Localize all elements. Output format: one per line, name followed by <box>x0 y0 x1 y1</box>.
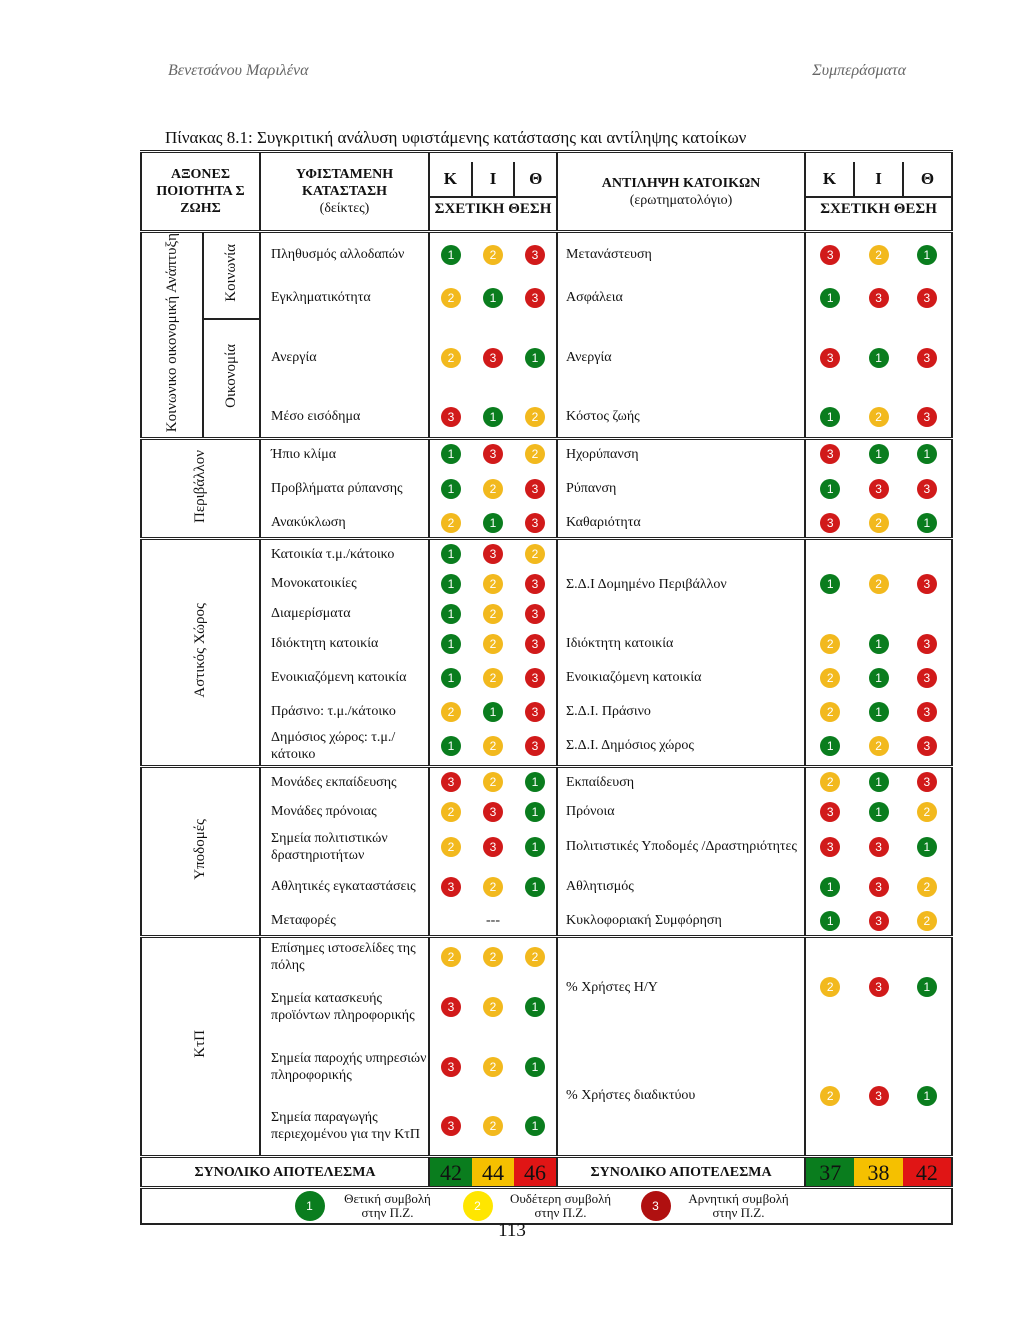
perception-cell: Σ.Δ.Ι Δομημένο Περιβάλλον <box>557 539 805 629</box>
rating-dot: 2 <box>441 288 461 308</box>
rating-dot: 1 <box>820 877 840 897</box>
rating-dot: 1 <box>820 288 840 308</box>
perception-cell: % Χρήστες διαδικτύου <box>557 1037 805 1157</box>
rating-dot: 3 <box>869 877 889 897</box>
rating-dot: 1 <box>820 574 840 594</box>
total-positive: 42 <box>430 1158 472 1186</box>
rating-dot: 3 <box>525 479 545 499</box>
current-kit-cell <box>429 767 557 797</box>
rating-dot: 2 <box>483 479 503 499</box>
perception-kit-cell <box>805 509 952 539</box>
indicator-cell: Επίσημες ιστοσελίδες της πόλης <box>260 937 429 977</box>
perception-kit-cell <box>805 232 952 277</box>
rating-dot: 2 <box>917 802 937 822</box>
rating-dot: 1 <box>869 634 889 654</box>
rating-dot: 3 <box>483 837 503 857</box>
rating-dot: 1 <box>483 513 503 533</box>
rating-dot: 1 <box>441 574 461 594</box>
rating-dot: 3 <box>441 1116 461 1136</box>
rating-dot: 1 <box>483 407 503 427</box>
rating-dot: 2 <box>483 604 503 624</box>
group-urban: Αστικός Χώρος <box>141 539 260 767</box>
perception-cell: Ανεργία <box>557 319 805 397</box>
rating-dot: 1 <box>483 288 503 308</box>
rating-dot: 3 <box>917 668 937 688</box>
rating-dot: 2 <box>869 736 889 756</box>
rating-dot: 3 <box>869 837 889 857</box>
perception-kit-cell <box>805 397 952 439</box>
current-kit-cell <box>429 569 557 599</box>
rating-dot: 2 <box>820 977 840 997</box>
rating-dot: 3 <box>917 736 937 756</box>
comparison-table <box>140 150 953 1225</box>
perception-cell: Εκπαίδευση <box>557 767 805 797</box>
current-kit-cell <box>429 827 557 867</box>
perception-kit-cell <box>805 439 952 469</box>
rating-dot: 1 <box>869 802 889 822</box>
perception-kit-cell <box>805 797 952 827</box>
rating-dot: 2 <box>483 668 503 688</box>
perception-kit-cell <box>805 727 952 767</box>
legend-positive-dot: 1 <box>295 1191 325 1221</box>
total-negative: 42 <box>903 1158 951 1186</box>
total-neutral: 44 <box>472 1158 514 1186</box>
rating-dot: 1 <box>441 444 461 464</box>
rating-dot: 2 <box>869 574 889 594</box>
kit-header-perception: Κ Ι Θ ΣΧΕΤΙΚΗ ΘΕΣΗ <box>805 152 952 232</box>
rating-dot: 3 <box>917 634 937 654</box>
rating-dot: 2 <box>483 947 503 967</box>
total-label-current: ΣΥΝΟΛΙΚΟ ΑΠΟΤΕΛΕΣΜΑ <box>141 1157 429 1188</box>
current-kit-cell <box>429 977 557 1037</box>
indicator-cell: Μονάδες εκπαίδευσης <box>260 767 429 797</box>
rating-dot: 1 <box>917 1086 937 1106</box>
current-kit-cell <box>429 697 557 727</box>
indicator-cell: Ήπιο κλίμα <box>260 439 429 469</box>
rating-dot: 2 <box>525 407 545 427</box>
perception-cell: Ηχορύπανση <box>557 439 805 469</box>
total-positive: 37 <box>806 1158 854 1186</box>
indicator-cell: Δημόσιος χώρος: τ.μ./κάτοικο <box>260 727 429 767</box>
perception-cell: Σ.Δ.Ι. Πράσινο <box>557 697 805 727</box>
legend <box>141 1188 952 1225</box>
rating-dot: 2 <box>483 574 503 594</box>
indicator-cell: Πράσινο: τ.μ./κάτοικο <box>260 697 429 727</box>
rating-dot: 1 <box>441 668 461 688</box>
rating-dot: 1 <box>441 634 461 654</box>
rating-dot: 2 <box>525 544 545 564</box>
rating-dot: 3 <box>525 634 545 654</box>
rating-dot: 1 <box>441 544 461 564</box>
current-kit-cell <box>429 439 557 469</box>
rating-dot: 2 <box>820 702 840 722</box>
rating-dot: 2 <box>483 1116 503 1136</box>
rating-dot: 1 <box>869 668 889 688</box>
rating-dot: 2 <box>483 877 503 897</box>
indicator-cell: Μεταφορές <box>260 907 429 937</box>
rating-dot: 3 <box>483 544 503 564</box>
indicator-cell: Αθλητικές εγκαταστάσεις <box>260 867 429 907</box>
kit-header-current: Κ Ι Θ ΣΧΕΤΙΚΗ ΘΕΣΗ <box>429 152 557 232</box>
rating-dot: 2 <box>483 1057 503 1077</box>
current-kit-cell <box>429 727 557 767</box>
total-label-perception: ΣΥΝΟΛΙΚΟ ΑΠΟΤΕΛΕΣΜΑ <box>557 1157 805 1188</box>
rating-dot: 1 <box>441 736 461 756</box>
perception-kit-cell <box>805 907 952 937</box>
current-kit-cell: --- <box>429 907 557 937</box>
perception-cell: Ενοικιαζόμενη κατοικία <box>557 659 805 697</box>
header-author: Βενετσάνου Μαριλένα <box>168 62 309 79</box>
legend-negative-label: Αρνητική συμβολή στην Π.Ζ. <box>688 1191 789 1221</box>
rating-dot: 1 <box>820 407 840 427</box>
rating-dot: 1 <box>869 444 889 464</box>
indicator-cell: Σημεία παραγωγής περιεχομένου για την ΚτΠ <box>260 1097 429 1157</box>
rating-dot: 3 <box>917 288 937 308</box>
rating-dot: 2 <box>525 444 545 464</box>
rating-dot: 3 <box>525 513 545 533</box>
indicator-cell: Εγκληματικότητα <box>260 277 429 319</box>
rating-dot: 1 <box>525 348 545 368</box>
current-kit-cell <box>429 509 557 539</box>
current-kit-cell <box>429 1097 557 1157</box>
rating-dot: 3 <box>441 997 461 1017</box>
rating-dot: 2 <box>483 772 503 792</box>
rating-dot: 3 <box>820 513 840 533</box>
rating-dot: 3 <box>917 772 937 792</box>
current-kit-cell <box>429 539 557 569</box>
rating-dot: 2 <box>441 513 461 533</box>
perception-header: ΑΝΤΙΛΗΨΗ ΚΑΤΟΙΚΩΝ (ερωτηματολόγιο) <box>557 152 805 232</box>
indicator-cell: Κατοικία τ.μ./κάτοικο <box>260 539 429 569</box>
perception-cell: Ιδιόκτητη κατοικία <box>557 629 805 659</box>
rating-dot: 1 <box>525 802 545 822</box>
rating-dot: 3 <box>917 348 937 368</box>
rating-dot: 3 <box>917 702 937 722</box>
legend-negative-dot: 3 <box>641 1191 671 1221</box>
rating-dot: 1 <box>525 877 545 897</box>
rating-dot: 1 <box>441 245 461 265</box>
rating-dot: 1 <box>869 772 889 792</box>
group-social: Κοινωνία <box>203 232 260 319</box>
current-kit-cell <box>429 319 557 397</box>
perception-cell: Μετανάστευση <box>557 232 805 277</box>
perception-cell: Ρύπανση <box>557 469 805 509</box>
rating-dot: 3 <box>820 348 840 368</box>
rating-dot: 3 <box>820 444 840 464</box>
current-kit-cell <box>429 659 557 697</box>
rating-dot: 2 <box>483 245 503 265</box>
perception-kit-cell <box>805 1037 952 1157</box>
rating-dot: 2 <box>820 634 840 654</box>
current-state-header: ΥΦΙΣΤΑΜΕΝΗ ΚΑΤΑΣΤΑΣΗ (δείκτες) <box>260 152 429 232</box>
header-section: Συμπεράσματα <box>812 62 906 79</box>
rating-dot: 1 <box>917 245 937 265</box>
rating-dot: 3 <box>869 911 889 931</box>
perception-cell: Ασφάλεια <box>557 277 805 319</box>
rating-dot: 3 <box>525 736 545 756</box>
rating-dot: 3 <box>869 977 889 997</box>
perception-kit-cell <box>805 827 952 867</box>
rating-dot: 3 <box>441 1057 461 1077</box>
perception-cell: Σ.Δ.Ι. Δημόσιος χώρος <box>557 727 805 767</box>
rating-dot: 1 <box>917 513 937 533</box>
rating-dot: 3 <box>820 837 840 857</box>
rating-dot: 1 <box>525 1057 545 1077</box>
perception-cell: Αθλητισμός <box>557 867 805 907</box>
current-kit-cell <box>429 867 557 907</box>
rating-dot: 2 <box>820 668 840 688</box>
rating-dot: 2 <box>483 997 503 1017</box>
current-kit-cell <box>429 937 557 977</box>
rating-dot: 2 <box>441 947 461 967</box>
group-economy: Οικονομία <box>203 319 260 439</box>
perception-cell: Πολιτιστικές Υποδομές /Δραστηριότητες <box>557 827 805 867</box>
current-kit-cell <box>429 469 557 509</box>
rating-dot: 1 <box>917 977 937 997</box>
legend-positive-label: Θετική συμβολή στην Π.Ζ. <box>344 1191 431 1221</box>
rating-dot: 2 <box>441 802 461 822</box>
rating-dot: 3 <box>525 702 545 722</box>
perception-kit-cell <box>805 469 952 509</box>
perception-kit-cell <box>805 697 952 727</box>
rating-dot: 2 <box>869 245 889 265</box>
group-soc-econ: Κοινωνικο οικονομική Ανάπτυξη <box>141 232 203 439</box>
rating-dot: 3 <box>441 772 461 792</box>
rating-dot: 2 <box>483 736 503 756</box>
rating-dot: 2 <box>917 911 937 931</box>
perception-cell: Κόστος ζωής <box>557 397 805 439</box>
indicator-cell: Ανεργία <box>260 319 429 397</box>
indicator-cell: Ενοικιαζόμενη κατοικία <box>260 659 429 697</box>
rating-dot: 1 <box>441 604 461 624</box>
current-kit-cell <box>429 599 557 629</box>
indicator-cell: Μέσο εισόδημα <box>260 397 429 439</box>
rating-dot: 2 <box>869 513 889 533</box>
perception-kit-cell <box>805 277 952 319</box>
perception-kit-cell <box>805 937 952 1037</box>
rating-dot: 1 <box>869 348 889 368</box>
rating-dot: 3 <box>820 802 840 822</box>
total-values-perception <box>805 1157 952 1188</box>
rating-dot: 2 <box>820 772 840 792</box>
rating-dot: 1 <box>525 1116 545 1136</box>
indicator-cell: Μονοκατοικίες <box>260 569 429 599</box>
indicator-cell: Διαμερίσματα <box>260 599 429 629</box>
rating-dot: 1 <box>820 911 840 931</box>
current-kit-cell <box>429 397 557 439</box>
total-neutral: 38 <box>854 1158 902 1186</box>
rating-dot: 3 <box>820 245 840 265</box>
group-ict: ΚτΠ <box>141 937 260 1157</box>
rating-dot: 2 <box>869 407 889 427</box>
rating-dot: 2 <box>483 634 503 654</box>
perception-cell: % Χρήστες Η/Υ <box>557 937 805 1037</box>
indicator-cell: Σημεία κατασκευής προϊόντων πληροφορικής <box>260 977 429 1037</box>
indicator-cell: Προβλήματα ρύπανσης <box>260 469 429 509</box>
indicator-cell: Σημεία πολιτιστικών δραστηριοτήτων <box>260 827 429 867</box>
perception-kit-cell <box>805 659 952 697</box>
rating-dot: 3 <box>483 444 503 464</box>
current-kit-cell <box>429 797 557 827</box>
table-caption: Πίνακας 8.1: Συγκριτική ανάλυση υφιστάμενης κατάστασης και αντίληψης κατοίκων <box>165 128 747 147</box>
rating-dot: 3 <box>483 348 503 368</box>
rating-dot: 3 <box>917 479 937 499</box>
rating-dot: 1 <box>441 479 461 499</box>
current-kit-cell <box>429 629 557 659</box>
rating-dot: 3 <box>441 407 461 427</box>
rating-dot: 2 <box>917 877 937 897</box>
rating-dot: 1 <box>820 479 840 499</box>
current-kit-cell <box>429 232 557 277</box>
current-kit-cell <box>429 1037 557 1097</box>
perception-kit-cell <box>805 629 952 659</box>
rating-dot: 3 <box>525 574 545 594</box>
total-negative: 46 <box>514 1158 556 1186</box>
rating-dot: 1 <box>917 837 937 857</box>
perception-cell: Πρόνοια <box>557 797 805 827</box>
rating-dot: 2 <box>820 1086 840 1106</box>
rating-dot: 2 <box>441 702 461 722</box>
rating-dot: 3 <box>525 288 545 308</box>
perception-kit-cell <box>805 867 952 907</box>
rating-dot: 3 <box>869 1086 889 1106</box>
rating-dot: 2 <box>525 947 545 967</box>
indicator-cell: Ανακύκλωση <box>260 509 429 539</box>
rating-dot: 3 <box>869 288 889 308</box>
rating-dot: 3 <box>917 574 937 594</box>
total-values-current <box>429 1157 557 1188</box>
rating-dot: 3 <box>525 245 545 265</box>
rating-dot: 1 <box>525 837 545 857</box>
rating-dot: 1 <box>525 772 545 792</box>
perception-kit-cell <box>805 319 952 397</box>
rating-dot: 1 <box>525 997 545 1017</box>
indicator-cell: Μονάδες πρόνοιας <box>260 797 429 827</box>
perception-cell: Κυκλοφοριακή Συμφόρηση <box>557 907 805 937</box>
page-number: 113 <box>498 1220 526 1241</box>
rating-dot: 3 <box>525 668 545 688</box>
indicator-cell: Ιδιόκτητη κατοικία <box>260 629 429 659</box>
rating-dot: 1 <box>820 736 840 756</box>
rating-dot: 3 <box>483 802 503 822</box>
rating-dot: 3 <box>869 479 889 499</box>
perception-kit-cell <box>805 539 952 629</box>
rating-dot: 3 <box>917 407 937 427</box>
rating-dot: 1 <box>483 702 503 722</box>
current-kit-cell <box>429 277 557 319</box>
legend-neutral-dot: 2 <box>463 1191 493 1221</box>
legend-neutral-label: Ουδέτερη συμβολή στην Π.Ζ. <box>509 1191 612 1221</box>
rating-dot: 1 <box>917 444 937 464</box>
rating-dot: 3 <box>525 604 545 624</box>
group-environment: Περιβάλλον <box>141 439 260 539</box>
group-infrastructure: Υποδομές <box>141 767 260 937</box>
perception-cell: Καθαριότητα <box>557 509 805 539</box>
indicator-cell: Πληθυσμός αλλοδαπών <box>260 232 429 277</box>
rating-dot: 1 <box>869 702 889 722</box>
perception-kit-cell <box>805 767 952 797</box>
rating-dot: 3 <box>441 877 461 897</box>
rating-dot: 2 <box>441 837 461 857</box>
indicator-cell: Σημεία παροχής υπηρεσιών πληροφορικής <box>260 1037 429 1097</box>
axes-header: ΑΞΟΝΕΣ ΠΟΙΟΤΗΤΑ Σ ΖΩΗΣ <box>141 152 260 232</box>
rating-dot: 2 <box>441 348 461 368</box>
